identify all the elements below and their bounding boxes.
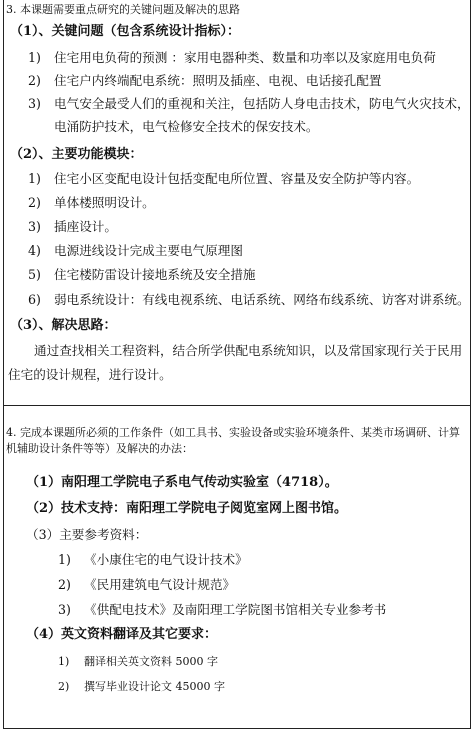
key-problem-continuation: 电涌防护技术，电气检修安全技术的保安技术。 — [54, 119, 319, 134]
section-4-heading: 4. 完成本课题所必须的工作条件（如工具书、实验设备或实验环境条件、某类市场调研、计算 — [6, 426, 460, 439]
requirement-item: 2) 撰写毕业设计论文 45000 字 — [58, 680, 225, 693]
module-item: 2) 单体楼照明设计。 — [28, 195, 155, 210]
section-divider — [3, 405, 470, 406]
references-title: （3）主要参考资料： — [26, 527, 148, 542]
section-4-heading-cont: 机辅助设计条件等等）及解决的办法： — [6, 442, 193, 455]
key-problem-item: 2) 住宅户内终端配电系统：照明及插座、电视、电话接孔配置 — [28, 73, 382, 88]
reference-item: 2) 《民用建筑电气设计规范》 — [58, 577, 236, 592]
module-item: 4) 电源进线设计完成主要电气原理图 — [28, 243, 243, 258]
approach-line: 住宅的设计规程，进行设计。 — [8, 367, 172, 382]
module-item: 6) 弱电系统设计：有线电视系统、电话系统、网络布线系统、访客对讲系统。 — [28, 292, 470, 307]
approach-title: （3）、解决思路： — [10, 318, 117, 333]
condition-tech-support: （2）技术支持：南阳理工学院电子阅览室网上图书馆。 — [26, 501, 348, 516]
reference-item: 3) 《供配电技术》及南阳理工学院图书馆相关专业参考书 — [58, 602, 387, 617]
module-item: 5) 住宅楼防雷设计接地系统及安全措施 — [28, 267, 256, 282]
module-item: 1) 住宅小区变配电设计包括变配电所位置、容量及安全防护等内容。 — [28, 171, 420, 186]
translation-title: （4）英文资料翻译及其它要求： — [26, 627, 218, 642]
section-3-heading: 3. 本课题需要重点研究的关键问题及解决的思路 — [6, 3, 240, 16]
approach-line: 通过查找相关工程资料，结合所学供配电系统知识，以及常国家现行关于民用 — [34, 343, 463, 358]
key-problem-item: 1) 住宅用电负荷的预测 ：家用电器种类、数量和功率以及家庭用电负荷 — [28, 50, 436, 65]
function-modules-title: （2）、主要功能模块： — [10, 147, 143, 162]
reference-item: 1) 《小康住宅的电气设计技术》 — [58, 552, 248, 567]
requirement-item: 1) 翻译相关英文资料 5000 字 — [58, 655, 218, 668]
key-problems-title: （1）、关键问题（包含系统设计指标）： — [10, 24, 241, 39]
module-item: 3) 插座设计。 — [28, 219, 117, 234]
key-problem-item: 3) 电气安全最受人们的重视和关注，包括防人身电击技术，防电气火灾技术， — [28, 96, 470, 111]
condition-lab: （1）南阳理工学院电子系电气传动实验室（4718）。 — [26, 475, 338, 490]
